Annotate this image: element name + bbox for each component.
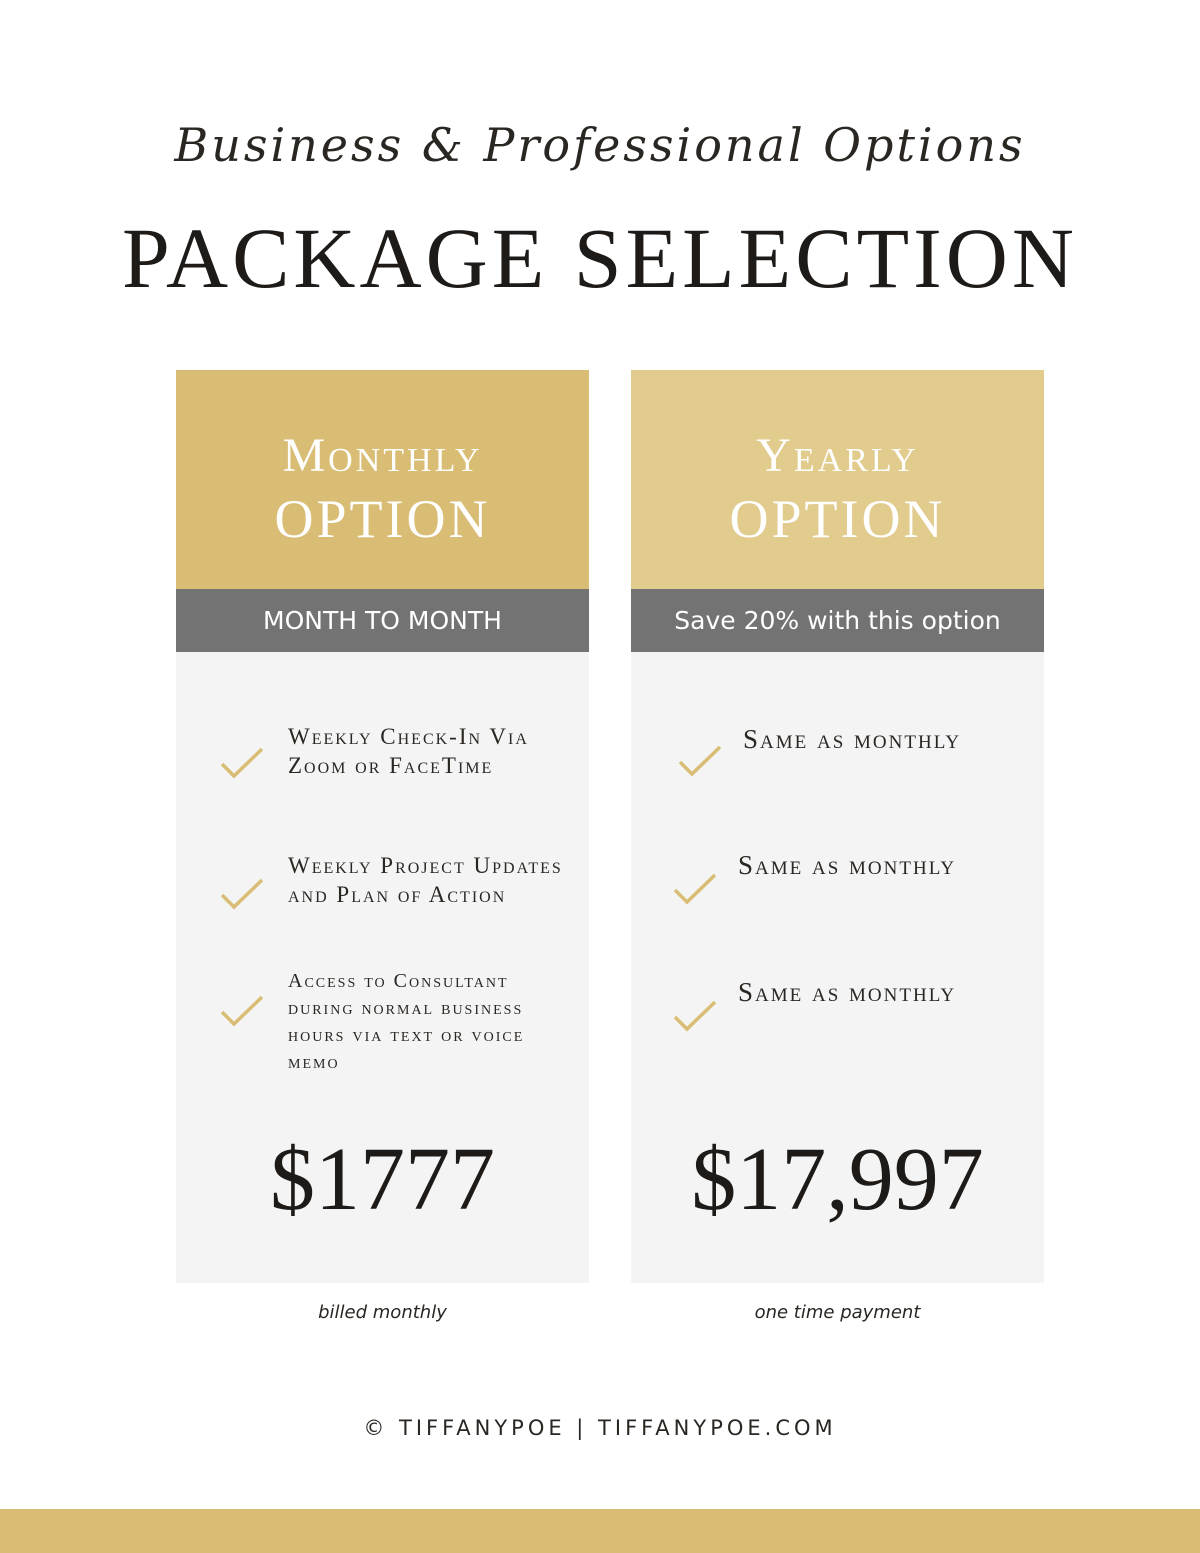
check-icon [673,999,717,1033]
bottom-bar [0,1509,1200,1553]
check-icon [220,877,264,911]
check-icon [673,872,717,906]
check-icon [678,744,722,778]
monthly-feature-3-text: Access to Consultant during normal business hours via text or voice memo [288,970,525,1073]
yearly-card-title: Yearly [756,429,919,482]
monthly-package-card [176,370,589,1283]
monthly-feature-2-text: Weekly Project Updates and Plan of Action [288,853,563,907]
check-icon [220,746,264,780]
yearly-card-band: Save 20% with this option [631,589,1044,652]
yearly-feature-2-text: Same as monthly [738,850,957,880]
monthly-card-band: MONTH TO MONTH [176,589,589,652]
script-title: Business & Professional Options [174,118,1026,172]
page-title: PACKAGE SELECTION [122,210,1078,306]
monthly-billing-note: billed monthly [318,1302,447,1323]
monthly-feature-1-text: Weekly Check-In Via Zoom or FaceTime [288,724,529,778]
check-icon [220,994,264,1028]
yearly-card-subtitle: OPTION [729,489,946,549]
yearly-feature-3-text: Same as monthly [738,977,957,1007]
yearly-price: $17,997 [691,1130,984,1229]
yearly-card-header [631,370,1044,589]
monthly-card-header [176,370,589,589]
yearly-billing-note: one time payment [754,1302,921,1323]
footer-copyright: © TIFFANYPOE | TIFFANYPOE.COM [363,1416,837,1440]
yearly-package-card [631,370,1044,1283]
monthly-card-subtitle: OPTION [274,489,491,549]
monthly-card-title: Monthly [282,429,483,482]
monthly-price: $1777 [270,1130,495,1229]
yearly-feature-1-text: Same as monthly [743,724,962,754]
